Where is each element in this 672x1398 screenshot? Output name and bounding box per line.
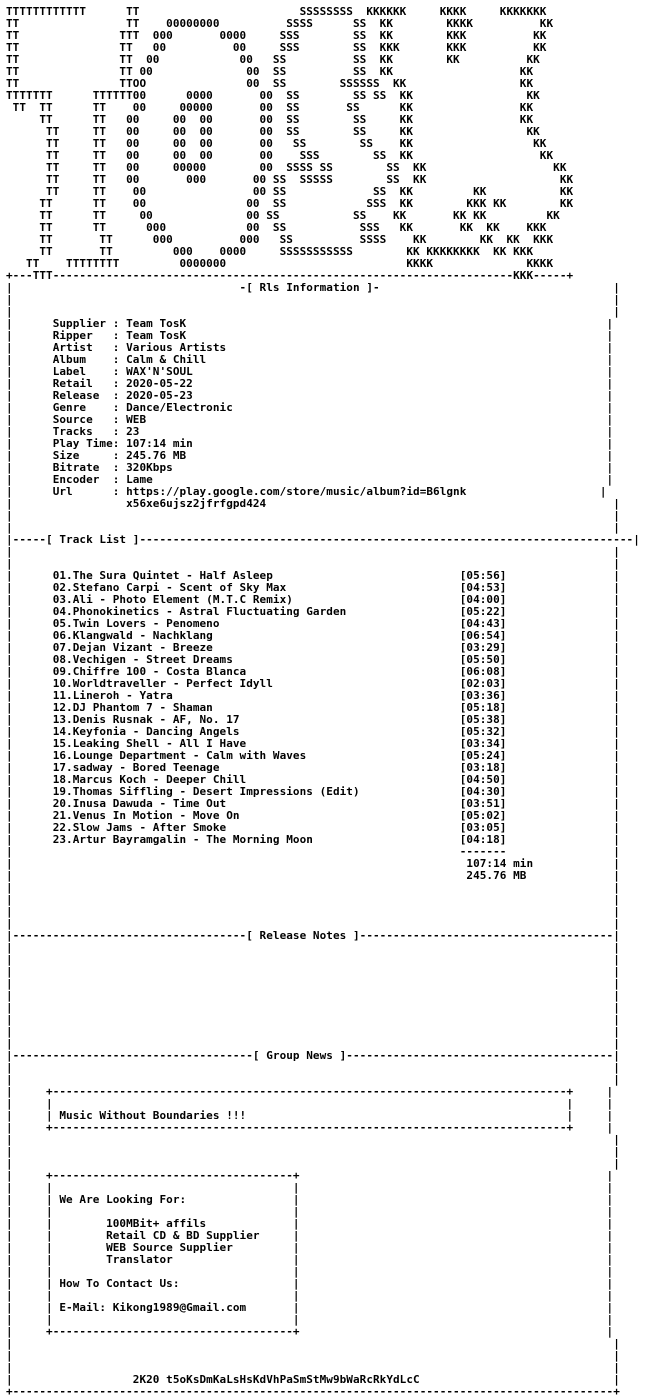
nfo-line: | 19.Thomas Siffling - Desert Impressions (Edit) [04:30] | bbox=[6, 785, 620, 798]
nfo-line: | | bbox=[6, 521, 620, 534]
nfo-line: | | bbox=[6, 1001, 620, 1014]
nfo-line: | 107:14 min | bbox=[6, 857, 620, 870]
nfo-line: | 20.Inusa Dawuda - Time Out [03:51] | bbox=[6, 797, 620, 810]
nfo-line: | | bbox=[6, 1013, 620, 1026]
nfo-line: TT TT 00 00 00 00 SS SS KK KK bbox=[6, 113, 534, 126]
nfo-line: | Play Time: 107:14 min | bbox=[6, 437, 614, 450]
nfo-line: | | bbox=[6, 509, 620, 522]
nfo-line: TT TTOO 00 SS SSSSSS KK KK bbox=[6, 77, 534, 90]
nfo-line: | 12.DJ Phantom 7 - Shaman [05:18] | bbox=[6, 701, 620, 714]
nfo-line: | Tracks : 23 | bbox=[6, 425, 614, 438]
nfo-line: | | bbox=[6, 917, 620, 930]
nfo-line: | 02.Stefano Carpi - Scent of Sky Max [04:53] | bbox=[6, 581, 620, 594]
nfo-line: | | bbox=[6, 965, 620, 978]
nfo-line: | Supplier : Team TosK | bbox=[6, 317, 614, 330]
nfo-line: | | Translator | | bbox=[6, 1253, 614, 1266]
nfo-line: | 01.The Sura Quintet - Half Asleep [05:56] | bbox=[6, 569, 620, 582]
nfo-line: TTTTTTTTTTTT TT SSSSSSSS KKKKKK KKKK KKKKKKK bbox=[6, 5, 547, 18]
nfo-line: | 245.76 MB | bbox=[6, 869, 620, 882]
nfo-line: TT TT 00 00 00 00 SS SS KK KK bbox=[6, 125, 540, 138]
nfo-line: | | Music Without Boundaries !!! | | bbox=[6, 1109, 614, 1122]
nfo-line: | 14.Keyfonia - Dancing Angels [05:32] | bbox=[6, 725, 620, 738]
nfo-line: | | bbox=[6, 953, 620, 966]
nfo-line: | 10.Worldtraveller - Perfect Idyll [02:03] | bbox=[6, 677, 620, 690]
nfo-line: | 22.Slow Jams - After Smoke [03:05] | bbox=[6, 821, 620, 834]
nfo-line: | +-----------------------------------------------------------------------------+ | bbox=[6, 1085, 614, 1098]
nfo-line: TT TT 00 00 00 00 SS SS KK KK bbox=[6, 137, 547, 150]
nfo-line: | 09.Chiffre 100 - Costa Blanca [06:08] | bbox=[6, 665, 620, 678]
nfo-line: |-----------------------------------[ Release Notes ]--------------------------------------| bbox=[6, 929, 620, 942]
nfo-line: | Source : WEB | bbox=[6, 413, 614, 426]
nfo-line: | Album : Calm & Chill | bbox=[6, 353, 614, 366]
nfo-line: | | bbox=[6, 893, 620, 906]
nfo-line: | ------- | bbox=[6, 845, 620, 858]
nfo-line: TT TT 00 00 SS SS KK KK KK bbox=[6, 53, 540, 66]
nfo-line: TT TT 000 000 SS SSSS KK KK KK KKK bbox=[6, 233, 554, 246]
nfo-line: | Label : WAX'N'SOUL | bbox=[6, 365, 614, 378]
nfo-line: | Retail : 2020-05-22 | bbox=[6, 377, 614, 390]
nfo-line: | 13.Denis Rusnak - AF, No. 17 [05:38] | bbox=[6, 713, 620, 726]
nfo-line: | 03.Ali - Photo Element (M.T.C Remix) [04:00] | bbox=[6, 593, 620, 606]
nfo-line: | | | | bbox=[6, 1313, 614, 1326]
nfo-line: TT TT 00 000 00 SS SSSSS SS KK KK bbox=[6, 173, 574, 186]
nfo-line: TT TT 00 00 SS SSS KK KKK KK KK bbox=[6, 197, 574, 210]
nfo-line: | 17.sadway - Bored Teenage [03:18] | bbox=[6, 761, 620, 774]
nfo-line: TT TT 00 00 00 00 SSS SS KK KK bbox=[6, 149, 554, 162]
nfo-line: | 23.Artur Bayramgalin - The Morning Moon [04:18] | bbox=[6, 833, 620, 846]
nfo-line: | x56xe6ujsz2jfrfgpd424 | bbox=[6, 497, 620, 510]
nfo-line: | Ripper : Team TosK | bbox=[6, 329, 614, 342]
nfo-line: | | How To Contact Us: | | bbox=[6, 1277, 614, 1290]
nfo-line: | 06.Klangwald - Nachklang [06:54] | bbox=[6, 629, 620, 642]
nfo-line: | | bbox=[6, 293, 620, 306]
nfo-line: | | bbox=[6, 1337, 620, 1350]
nfo-line: | 21.Venus In Motion - Move On [05:02] | bbox=[6, 809, 620, 822]
nfo-line: | Url : https://play.google.com/store/music/album?id=B6lgnk | bbox=[6, 485, 607, 498]
nfo-line: TTTTTTT TTTTTT00 0000 00 SS SS SS KK KK bbox=[6, 89, 540, 102]
nfo-line: | | Retail CD & BD Supplier | | bbox=[6, 1229, 614, 1242]
nfo-line: TT TT 00 00 SSS SS KKK KKK KK bbox=[6, 41, 547, 54]
nfo-line: | | bbox=[6, 1073, 620, 1086]
nfo-line: TT TT 000 0000 SSSSSSSSSSS KK KKKKKKKK KK KKK bbox=[6, 245, 534, 258]
nfo-line: | Size : 245.76 MB | bbox=[6, 449, 614, 462]
nfo-line: | 07.Dejan Vizant - Breeze [03:29] | bbox=[6, 641, 620, 654]
nfo-line: | | bbox=[6, 1037, 620, 1050]
nfo-line: | Encoder : Lame | bbox=[6, 473, 614, 486]
nfo-line: | 18.Marcus Koch - Deeper Chill [04:50] | bbox=[6, 773, 620, 786]
nfo-line: | +------------------------------------+ | bbox=[6, 1169, 614, 1182]
nfo-line: | | bbox=[6, 1157, 620, 1170]
nfo-line: TT TT TT 00 00000 00 SS SS KK KK bbox=[6, 101, 534, 114]
nfo-line: | +-----------------------------------------------------------------------------+ | bbox=[6, 1121, 614, 1134]
nfo-line: | | bbox=[6, 1349, 620, 1362]
nfo-line: | | bbox=[6, 1025, 620, 1038]
nfo-line: | | E-Mail: Kikong1989@Gmail.com | | bbox=[6, 1301, 614, 1314]
nfo-line: | | We Are Looking For: | | bbox=[6, 1193, 614, 1206]
nfo-line: | | | | bbox=[6, 1205, 614, 1218]
nfo-line: | 04.Phonokinetics - Astral Fluctuating Garden [05:22] | bbox=[6, 605, 620, 618]
nfo-line: | | bbox=[6, 905, 620, 918]
nfo-line: | 16.Lounge Department - Calm with Waves [05:24] | bbox=[6, 749, 620, 762]
nfo-line: | | bbox=[6, 1133, 620, 1146]
nfo-line: TT TT 00 00000 00 SSSS SS SS KK KK bbox=[6, 161, 567, 174]
nfo-line: | | bbox=[6, 305, 620, 318]
nfo-line: | | bbox=[6, 1361, 620, 1374]
nfo-line: |-----[ Track List ]--------------------------------------------------------------------------| bbox=[6, 533, 640, 546]
nfo-line: +------------------------------------------------------------------------------------------+ bbox=[6, 1385, 620, 1398]
nfo-line: | +------------------------------------+ | bbox=[6, 1325, 614, 1338]
nfo-line: +---TTT---------------------------------------------------------------------KKK-----+ bbox=[6, 269, 574, 282]
nfo-line: | Release : 2020-05-23 | bbox=[6, 389, 614, 402]
nfo-line: | | bbox=[6, 989, 620, 1002]
nfo-line: | -[ Rls Information ]- | bbox=[6, 281, 620, 294]
nfo-line: | | WEB Source Supplier | | bbox=[6, 1241, 614, 1254]
nfo-line: | | bbox=[6, 977, 620, 990]
nfo-line: TT TT 000 00 SS SSS KK KK KK KKK bbox=[6, 221, 547, 234]
nfo-line: TT TT 00 00 SS SS KK KK KK bbox=[6, 185, 574, 198]
nfo-line: | | | | bbox=[6, 1097, 614, 1110]
nfo-line: | | 100MBit+ affils | | bbox=[6, 1217, 614, 1230]
nfo-line: | 08.Vechigen - Street Dreams [05:50] | bbox=[6, 653, 620, 666]
nfo-line: | 15.Leaking Shell - All I Have [03:34] | bbox=[6, 737, 620, 750]
nfo-line: TT TT 00 00 SS SS KK KK bbox=[6, 65, 534, 78]
nfo-line: | | bbox=[6, 1145, 620, 1158]
nfo-line: | | bbox=[6, 1061, 620, 1074]
nfo-line: | Artist : Various Artists | bbox=[6, 341, 614, 354]
nfo-line: | | | | bbox=[6, 1265, 614, 1278]
nfo-line: |------------------------------------[ Group News ]----------------------------------------| bbox=[6, 1049, 620, 1062]
nfo-line: | 11.Lineroh - Yatra [03:36] | bbox=[6, 689, 620, 702]
nfo-line: | | | | bbox=[6, 1181, 614, 1194]
nfo-line: | | bbox=[6, 545, 620, 558]
nfo-line: | Bitrate : 320Kbps | bbox=[6, 461, 614, 474]
nfo-line: | 2K20 t5oKsDmKaLsHsKdVhPaSmStMw9bWaRcRkYdLcC | bbox=[6, 1373, 620, 1386]
nfo-line: | | bbox=[6, 881, 620, 894]
nfo-line: | | | | bbox=[6, 1289, 614, 1302]
nfo-line: | | bbox=[6, 557, 620, 570]
nfo-line: | Genre : Dance/Electronic | bbox=[6, 401, 614, 414]
nfo-line: | 05.Twin Lovers - Penomeno [04:43] | bbox=[6, 617, 620, 630]
nfo-line: TT TT 00 00 SS SS KK KK KK KK bbox=[6, 209, 560, 222]
nfo-line: TT TT 00000000 SSSS SS KK KKKK KK bbox=[6, 17, 554, 30]
nfo-line: TT TTT 000 0000 SSS SS KK KKK KK bbox=[6, 29, 547, 42]
nfo-line: | | bbox=[6, 941, 620, 954]
nfo-line: TT TTTTTTTT 0000000 KKKK KKKK bbox=[6, 257, 554, 270]
